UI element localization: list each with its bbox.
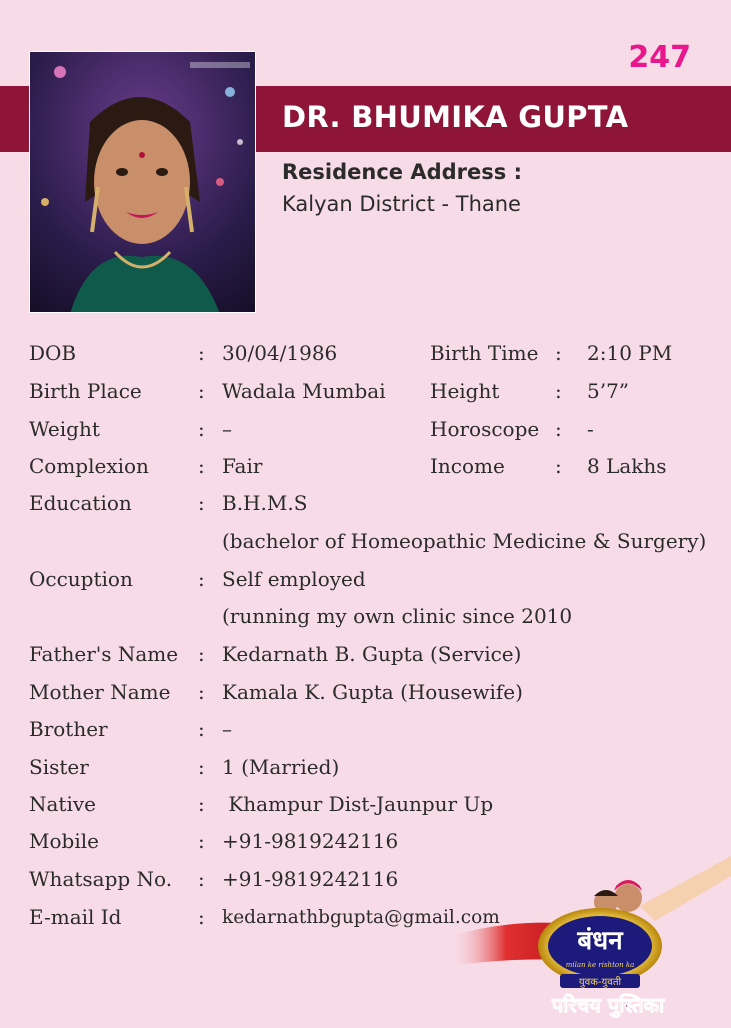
dob-label: DOB <box>29 341 77 365</box>
complexion-value: Fair <box>222 454 263 478</box>
height-value: 5’7” <box>587 379 630 403</box>
height-separator: : <box>555 379 562 403</box>
brother-value: – <box>222 717 232 741</box>
logo-footer: परिचय पुस्तिका <box>551 993 665 1017</box>
dob-value: 30/04/1986 <box>222 341 338 365</box>
residence-label: Residence Address : <box>282 160 522 184</box>
native-label: Native <box>29 792 96 816</box>
income-value: 8 Lakhs <box>587 454 667 478</box>
sister-value: 1 (Married) <box>222 755 340 779</box>
native-separator: : <box>198 792 205 816</box>
birth-time-value: 2:10 PM <box>587 341 673 365</box>
residence-value: Kalyan District - Thane <box>282 192 521 216</box>
whatsapp-separator: : <box>198 867 205 891</box>
income-label: Income <box>430 454 505 478</box>
mother-label: Mother Name <box>29 680 171 704</box>
income-separator: : <box>555 454 562 478</box>
occupation-separator: : <box>198 567 205 591</box>
father-separator: : <box>198 642 205 666</box>
mobile-separator: : <box>198 829 205 853</box>
birth-time-label: Birth Time <box>430 341 539 365</box>
whatsapp-value: +91-9819242116 <box>222 867 399 891</box>
occupation-label: Occuption <box>29 567 133 591</box>
mobile-value: +91-9819242116 <box>222 829 399 853</box>
horoscope-label: Horoscope <box>430 417 540 441</box>
birth-place-value: Wadala Mumbai <box>222 379 386 403</box>
birth-place-label: Birth Place <box>29 379 142 403</box>
weight-label: Weight <box>29 417 100 441</box>
sister-label: Sister <box>29 755 89 779</box>
profile-name: DR. BHUMIKA GUPTA <box>282 100 629 134</box>
email-value: kedarnathbgupta@gmail.com <box>222 907 500 928</box>
email-label: E-mail Id <box>29 905 122 929</box>
complexion-separator: : <box>198 454 205 478</box>
height-label: Height <box>430 379 500 403</box>
occupation-value: Self employed <box>222 567 366 591</box>
brother-separator: : <box>198 717 205 741</box>
weight-value: – <box>222 417 232 441</box>
education-detail: (bachelor of Homeopathic Medicine & Surgery) <box>222 529 707 553</box>
logo-subtitle: युवक-युवती <box>578 977 622 988</box>
profile-photo <box>29 51 256 313</box>
mother-separator: : <box>198 680 205 704</box>
father-label: Father's Name <box>29 642 179 666</box>
bandhan-logo <box>440 846 731 1024</box>
logo-title: बंधन <box>577 926 623 956</box>
sister-separator: : <box>198 755 205 779</box>
complexion-label: Complexion <box>29 454 149 478</box>
birth-place-separator: : <box>198 379 205 403</box>
mobile-label: Mobile <box>29 829 99 853</box>
logo-tagline: milan ke rishton ka <box>565 961 635 969</box>
dob-separator: : <box>198 341 205 365</box>
email-separator: : <box>198 905 205 929</box>
portrait-image <box>30 52 256 313</box>
education-value: B.H.M.S <box>222 491 308 515</box>
native-value: Khampur Dist-Jaunpur Up <box>222 792 494 816</box>
education-separator: : <box>198 491 205 515</box>
mother-value: Kamala K. Gupta (Housewife) <box>222 680 523 704</box>
occupation-detail: (running my own clinic since 2010 <box>222 604 573 628</box>
weight-separator: : <box>198 417 205 441</box>
education-label: Education <box>29 491 132 515</box>
brother-label: Brother <box>29 717 108 741</box>
horoscope-separator: : <box>555 417 562 441</box>
birth-time-separator: : <box>555 341 562 365</box>
father-value: Kedarnath B. Gupta (Service) <box>222 642 522 666</box>
whatsapp-label: Whatsapp No. <box>29 867 173 891</box>
page-number: 247 <box>628 40 691 75</box>
horoscope-value: - <box>587 417 594 441</box>
